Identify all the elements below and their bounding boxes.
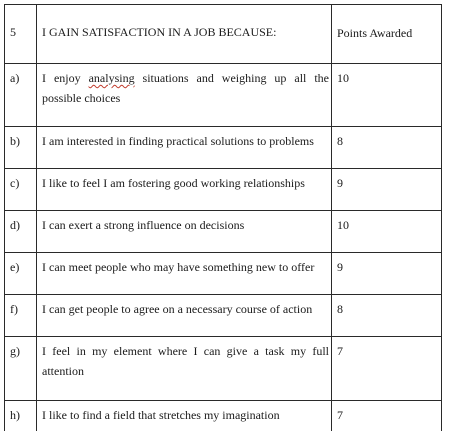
row-letter: h) [5, 401, 37, 431]
row-statement: I like to feel I am fostering good working relationships [37, 169, 332, 211]
row-statement: I like to find a field that stretches my imagination [37, 401, 332, 431]
spellcheck-flagged-word: analysing [88, 71, 135, 85]
row-letter: c) [5, 169, 37, 211]
row-points: 7 [332, 337, 442, 401]
row-statement: I can exert a strong influence on decisions [37, 211, 332, 253]
row-statement: I can get people to agree on a necessary course of action [37, 295, 332, 337]
section-heading: I GAIN SATISFACTION IN A JOB BECAUSE: [37, 5, 332, 64]
row-statement: I feel in my element where I can give a task my full attention [37, 337, 332, 401]
points-awarded-header: Points Awarded [332, 5, 442, 64]
row-statement: I can meet people who may have something new to offer [37, 253, 332, 295]
row-statement [37, 64, 332, 127]
table-row [5, 169, 442, 211]
row-points: 9 [332, 169, 442, 211]
row-points: 10 [332, 211, 442, 253]
table-row [5, 295, 442, 337]
row-letter: d) [5, 211, 37, 253]
table-row [5, 64, 442, 127]
section-number: 5 [5, 5, 37, 64]
questionnaire-table [4, 4, 442, 431]
row-letter: b) [5, 127, 37, 169]
table-row [5, 127, 442, 169]
row-points: 8 [332, 127, 442, 169]
row-letter: a) [5, 64, 37, 127]
table-row [5, 401, 442, 431]
row-letter: g) [5, 337, 37, 401]
table-row [5, 337, 442, 401]
row-letter: f) [5, 295, 37, 337]
table-row [5, 211, 442, 253]
table-header-row [5, 5, 442, 64]
row-points: 7 [332, 401, 442, 431]
table-row [5, 253, 442, 295]
statement-text-start: I enjoy [42, 71, 89, 85]
row-letter: e) [5, 253, 37, 295]
row-statement: I am interested in finding practical solutions to problems [37, 127, 332, 169]
row-points: 8 [332, 295, 442, 337]
statement-text-end: situations and weighing up all the possible choices [42, 71, 329, 105]
row-points: 9 [332, 253, 442, 295]
row-points: 10 [332, 64, 442, 127]
